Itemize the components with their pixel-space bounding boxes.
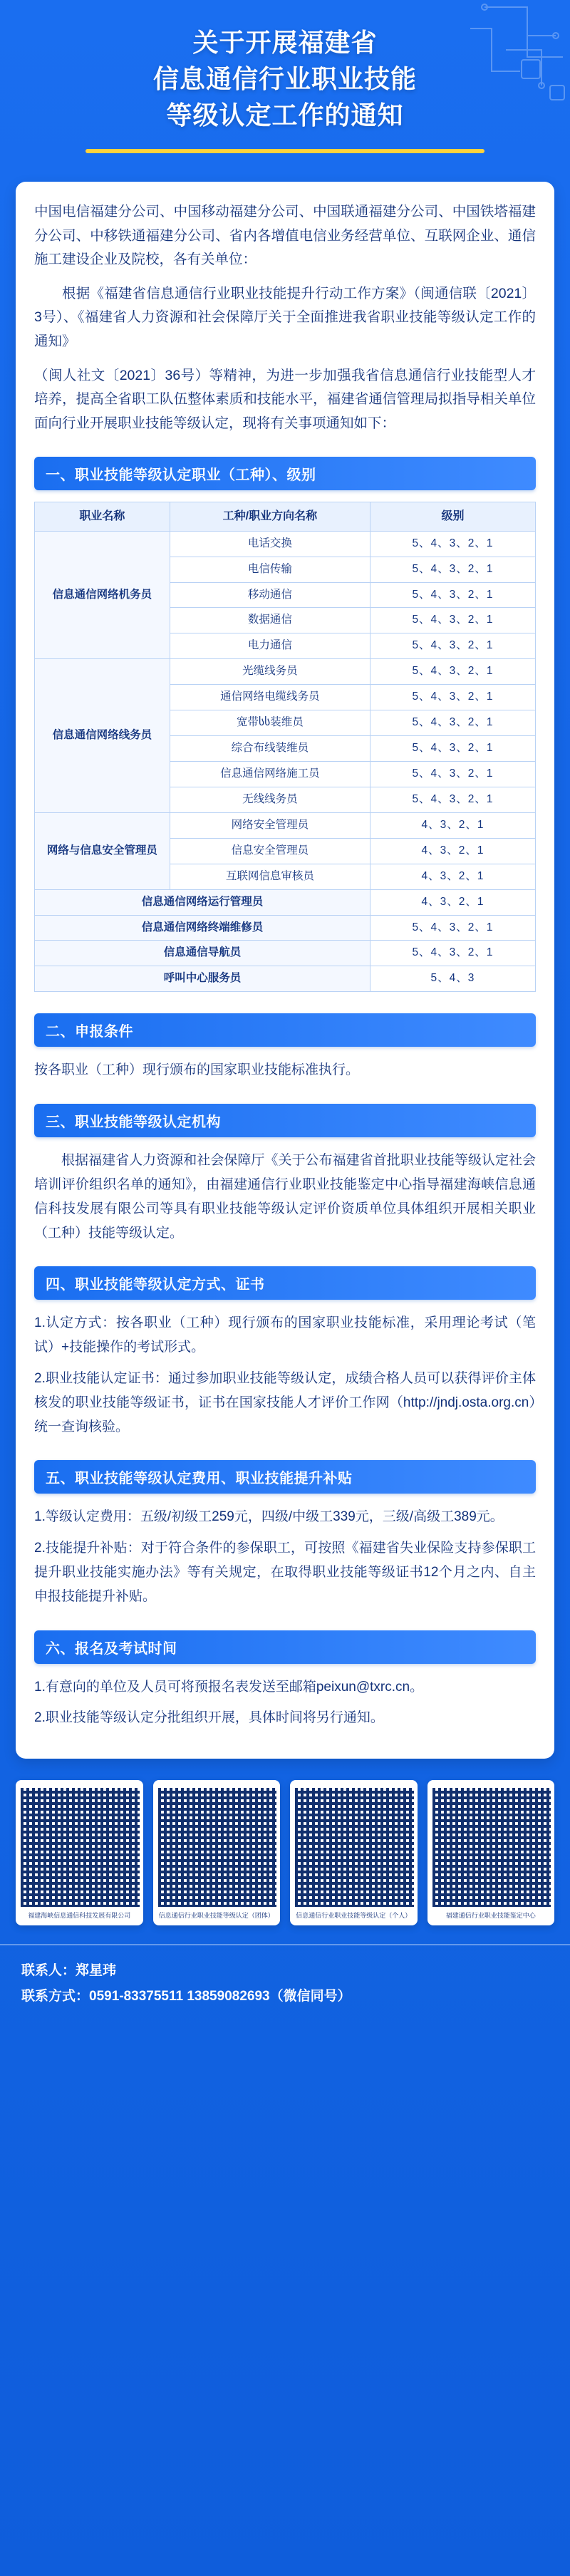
section-6-paragraph: 2.职业技能等级认定分批组织开展，具体时间将另行通知。: [34, 1710, 384, 1726]
table-row: [35, 889, 536, 915]
table-row: [35, 966, 536, 992]
contact-person: 联系人：郑星玮: [21, 1963, 117, 1979]
cell-group: 网络与信息安全管理员: [35, 812, 170, 889]
cell-name: 宽带სს装维员: [170, 710, 370, 736]
section-heading-5: 五、职业技能等级认定费用、职业技能提升补贴: [34, 1460, 536, 1494]
cell-level: 4、3、2、1: [370, 838, 535, 864]
cell-level: 5、4、3、2、1: [370, 762, 535, 787]
cell-level: 5、4、3、2、1: [370, 736, 535, 762]
section-heading-2: 二、申报条件: [34, 1013, 536, 1047]
cell-group: 信息通信网络终端维修员: [35, 915, 370, 941]
col-occupation-name: 职业名称: [35, 502, 170, 532]
section-4-paragraph: 2.职业技能认定证书：通过参加职业技能等级认定，成绩合格人员可以获得评价主体核发的职业技能等级证书，证书在国家技能人才评价工作网（http://jndj.osta.org.cn）统一查询核验。: [34, 1370, 536, 1434]
cell-group: 信息通信导航员: [35, 941, 370, 966]
cell-group: 信息通信网络机务员: [35, 531, 170, 659]
cell-level: 5、4、3、2、1: [370, 941, 535, 966]
cell-level: 5、4、3、2、1: [370, 915, 535, 941]
section-3-paragraph: 根据福建省人力资源和社会保障厅《关于公布福建省首批职业技能等级认定社会培训评价组织名单的通知》，由福建通信行业职业技能鉴定中心指导福建海峡信息通信科技发展有限公司等具有职业技能等级认定评价资质单位具体组织开展相关职业（工种）技能等级认定。: [34, 1153, 536, 1241]
cell-name: 互联网信息审核员: [170, 864, 370, 889]
footer-contact: [0, 1944, 570, 2032]
qrcode-row: [16, 1780, 554, 1925]
page-header: [0, 0, 570, 172]
intro-paragraph: 中国电信福建分公司、中国移动福建分公司、中国联通福建分公司、中国铁塔福建分公司、中移铁通福建分公司、省内各增值电信业务经营单位、互联网企业、通信施工建设企业及院校，各有关单位：: [34, 204, 536, 268]
qrcode-caption: 信息通信行业职业技能等级认定（团体）: [158, 1911, 274, 1919]
section-heading-1: 一、职业技能等级认定职业（工种）、级别: [34, 457, 536, 490]
qr-code-image: [157, 1787, 278, 1908]
qrcode-item[interactable]: [428, 1780, 555, 1925]
occupation-level-table: [34, 502, 536, 992]
cell-group: 信息通信网络线务员: [35, 659, 170, 813]
qr-code-image: [432, 1787, 552, 1908]
qrcode-item[interactable]: [16, 1780, 143, 1925]
title-underline: [86, 149, 484, 153]
cell-level: 5、4、3: [370, 966, 535, 992]
cell-level: 4、3、2、1: [370, 889, 535, 915]
title-line-2: 信息通信行业职业技能: [152, 64, 417, 94]
cell-name: 数据通信: [170, 608, 370, 633]
title-line-3: 等级认定工作的通知: [166, 100, 404, 130]
qr-code-image: [20, 1787, 140, 1908]
col-level: 级别: [370, 502, 535, 532]
cell-name: 移动通信: [170, 582, 370, 608]
cell-level: 5、4、3、2、1: [370, 685, 535, 710]
section-5-paragraph: 1.等级认定费用：五级/初级工259元，四级/中级工339元，三级/高级工389元。: [34, 1509, 504, 1525]
cell-level: 5、4、3、2、1: [370, 633, 535, 659]
table-row: [35, 659, 536, 685]
contact-phone: 联系方式：0591-83375511 13859082693（微信同号）: [21, 1988, 351, 2004]
qrcode-caption: 信息通信行业职业技能等级认定（个人）: [296, 1911, 412, 1919]
qr-code-image: [294, 1787, 415, 1908]
table-row: [35, 941, 536, 966]
section-5-paragraph: 2.技能提升补贴：对于符合条件的参保职工，可按照《福建省失业保险支持参保职工提升职业技能实施办法》等有关规定，在取得职业技能等级证书12个月之内、自主申报技能提升补贴。: [34, 1541, 536, 1604]
cell-level: 5、4、3、2、1: [370, 659, 535, 685]
qrcode-caption: 福建海峡信息通信科技发展有限公司: [28, 1911, 131, 1919]
cell-level: 5、4、3、2、1: [370, 608, 535, 633]
intro-paragraph: 根据《福建省信息通信行业职业技能提升行动工作方案》（闽通信联〔2021〕3号）、《福建省人力资源和社会保障厅关于全面推进我省职业技能等级认定工作的通知》: [34, 285, 536, 349]
cell-group: 信息通信网络运行管理员: [35, 889, 370, 915]
cell-level: 5、4、3、2、1: [370, 787, 535, 812]
col-工种-name: 工种/职业方向名称: [170, 502, 370, 532]
section-heading-3: 三、职业技能等级认定机构: [34, 1104, 536, 1137]
cell-group: 呼叫中心服务员: [35, 966, 370, 992]
page-title: [28, 24, 542, 133]
section-heading-6: 六、报名及考试时间: [34, 1630, 536, 1664]
qrcode-item[interactable]: [290, 1780, 418, 1925]
section-4-paragraph: 1.认定方式：按各职业（工种）现行颁布的国家职业技能标准，采用理论考试（笔试）+技能操作的考试形式。: [34, 1315, 536, 1355]
content-card: [16, 182, 554, 1759]
cell-name: 信息安全管理员: [170, 838, 370, 864]
qrcode-caption: 福建通信行业职业技能鉴定中心: [445, 1911, 536, 1919]
cell-level: 5、4、3、2、1: [370, 582, 535, 608]
table-row: [35, 915, 536, 941]
table-row: [35, 531, 536, 557]
cell-name: 网络安全管理员: [170, 812, 370, 838]
intro-paragraph: （闽人社文〔2021〕36号）等精神，为进一步加强我省信息通信行业技能型人才培养，提高全省职工队伍整体素质和技能水平，福建省通信管理局拟指导相关单位面向行业开展职业技能等级认定，现将有关事项通知如下：: [34, 367, 536, 431]
cell-level: 5、4、3、2、1: [370, 710, 535, 736]
cell-name: 通信网络电缆线务员: [170, 685, 370, 710]
title-line-1: 关于开展福建省: [192, 28, 378, 57]
cell-level: 4、3、2、1: [370, 864, 535, 889]
cell-name: 信息通信网络施工员: [170, 762, 370, 787]
intro-block: [34, 200, 536, 435]
cell-name: 电信传输: [170, 557, 370, 582]
section-heading-4: 四、职业技能等级认定方式、证书: [34, 1266, 536, 1300]
cell-name: 无线线务员: [170, 787, 370, 812]
qrcode-item[interactable]: [153, 1780, 281, 1925]
cell-name: 电力通信: [170, 633, 370, 659]
cell-name: 电话交换: [170, 531, 370, 557]
table-header-row: [35, 502, 536, 532]
cell-level: 5、4、3、2、1: [370, 531, 535, 557]
section-2-paragraph: 按各职业（工种）现行颁布的国家职业技能标准执行。: [34, 1062, 360, 1078]
cell-name: 综合布线装维员: [170, 736, 370, 762]
table-row: [35, 812, 536, 838]
cell-level: 4、3、2、1: [370, 812, 535, 838]
section-6-paragraph: 1.有意向的单位及人员可将预报名表发送至邮箱peixun@txrc.cn。: [34, 1679, 424, 1695]
cell-name: 光缆线务员: [170, 659, 370, 685]
cell-level: 5、4、3、2、1: [370, 557, 535, 582]
